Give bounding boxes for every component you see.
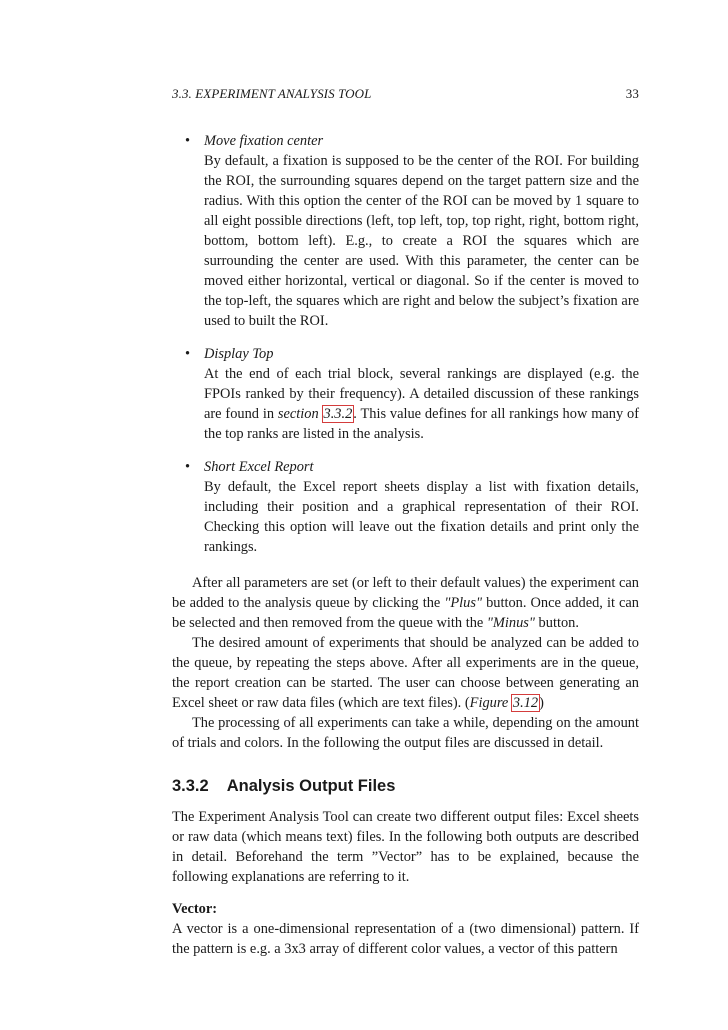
body-paragraph: A vector is a one-dimensional representation of a (two dimensional) pattern. If the pattern is e.g. a 3x3 array of different color values, a vector of this pattern bbox=[172, 921, 639, 957]
section-ref-link[interactable]: 3.3.2 bbox=[323, 406, 353, 422]
bullet-icon: • bbox=[185, 459, 191, 475]
param-term: Move fixation center bbox=[204, 133, 324, 149]
page-number: 33 bbox=[625, 86, 639, 101]
running-header bbox=[172, 84, 639, 104]
body-text: button. bbox=[534, 615, 579, 631]
section-number: 3.3.2 bbox=[172, 777, 209, 795]
section-title: Analysis Output Files bbox=[226, 777, 396, 795]
figure-ref-link[interactable]: 3.12 bbox=[512, 695, 539, 711]
list-item bbox=[172, 457, 639, 557]
param-text: . This value defines for all rankings how many of the top ranks are listed in the analysis. bbox=[204, 406, 639, 442]
param-term: Display Top bbox=[204, 346, 274, 362]
param-description: By default, a fixation is supposed to be the center of the ROI. For building the ROI, the surrounding squares depend on the target pattern size and the radius. With this option the center of the ROI can be moved by 1 square to all eight possible directions (left, top left, top, top right, right, bottom right, bottom, bottom left). E.g., to create a ROI the squares which are surrounding the center are used. With this parameter, the center can be moved either horizontal, vertical or diagonal. So if the center is moved to the top-left, the squares which are right and below the subject’s fixation are used to built the ROI. bbox=[204, 153, 639, 329]
list-item bbox=[172, 344, 639, 444]
body-text: The desired amount of experiments that should be analyzed can be added to the queue, by repeating the steps above. After all experiments are in the queue, the report creation can be started. The user can choose between generating an Excel sheet or raw data files (which are text files). ( bbox=[172, 635, 639, 711]
figure-ref-word: Figure bbox=[469, 695, 509, 711]
body-paragraph: The Experiment Analysis Tool can create two different output files: Excel sheets or raw data (which means text) files. In the following both outputs are described in detail. Beforehand the term ”Vector” has to be explained, because the following explanations are referring to it. bbox=[172, 809, 639, 885]
section-heading bbox=[172, 775, 639, 797]
param-description: By default, the Excel report sheets display a list with fixation details, including their position and a graphical representation of their ROI. Checking this option will leave out the fixation details and print only the rankings. bbox=[204, 479, 639, 555]
body-paragraph bbox=[172, 573, 639, 633]
vector-label: Vector: bbox=[172, 901, 218, 917]
header-section-title: 3.3. EXPERIMENT ANALYSIS TOOL bbox=[172, 86, 372, 101]
body-paragraph: The processing of all experiments can take a while, depending on the amount of trials and colors. In the following the output files are discussed in detail. bbox=[172, 715, 639, 751]
section-ref-word: section bbox=[277, 406, 319, 422]
body-paragraph bbox=[172, 633, 639, 713]
list-item bbox=[172, 131, 639, 331]
minus-button-name: "Minus" bbox=[486, 615, 535, 631]
page-body bbox=[172, 131, 639, 959]
plus-button-name: "Plus" bbox=[444, 595, 483, 611]
body-text: button. Once added, it can be selected and then removed from the queue with the bbox=[172, 595, 639, 631]
body-text: After all parameters are set (or left to their default values) the experiment can be added to the analysis queue by clicking the bbox=[172, 575, 639, 611]
param-term: Short Excel Report bbox=[204, 459, 314, 475]
bullet-icon: • bbox=[185, 133, 191, 149]
param-text: At the end of each trial block, several rankings are displayed (e.g. the FPOIs ranked by their frequency). A detailed discussion of these rankings are found in bbox=[204, 366, 639, 422]
bullet-icon: • bbox=[185, 346, 191, 362]
param-description bbox=[204, 364, 639, 444]
parameter-list bbox=[172, 131, 639, 557]
body-text: ) bbox=[539, 695, 544, 711]
